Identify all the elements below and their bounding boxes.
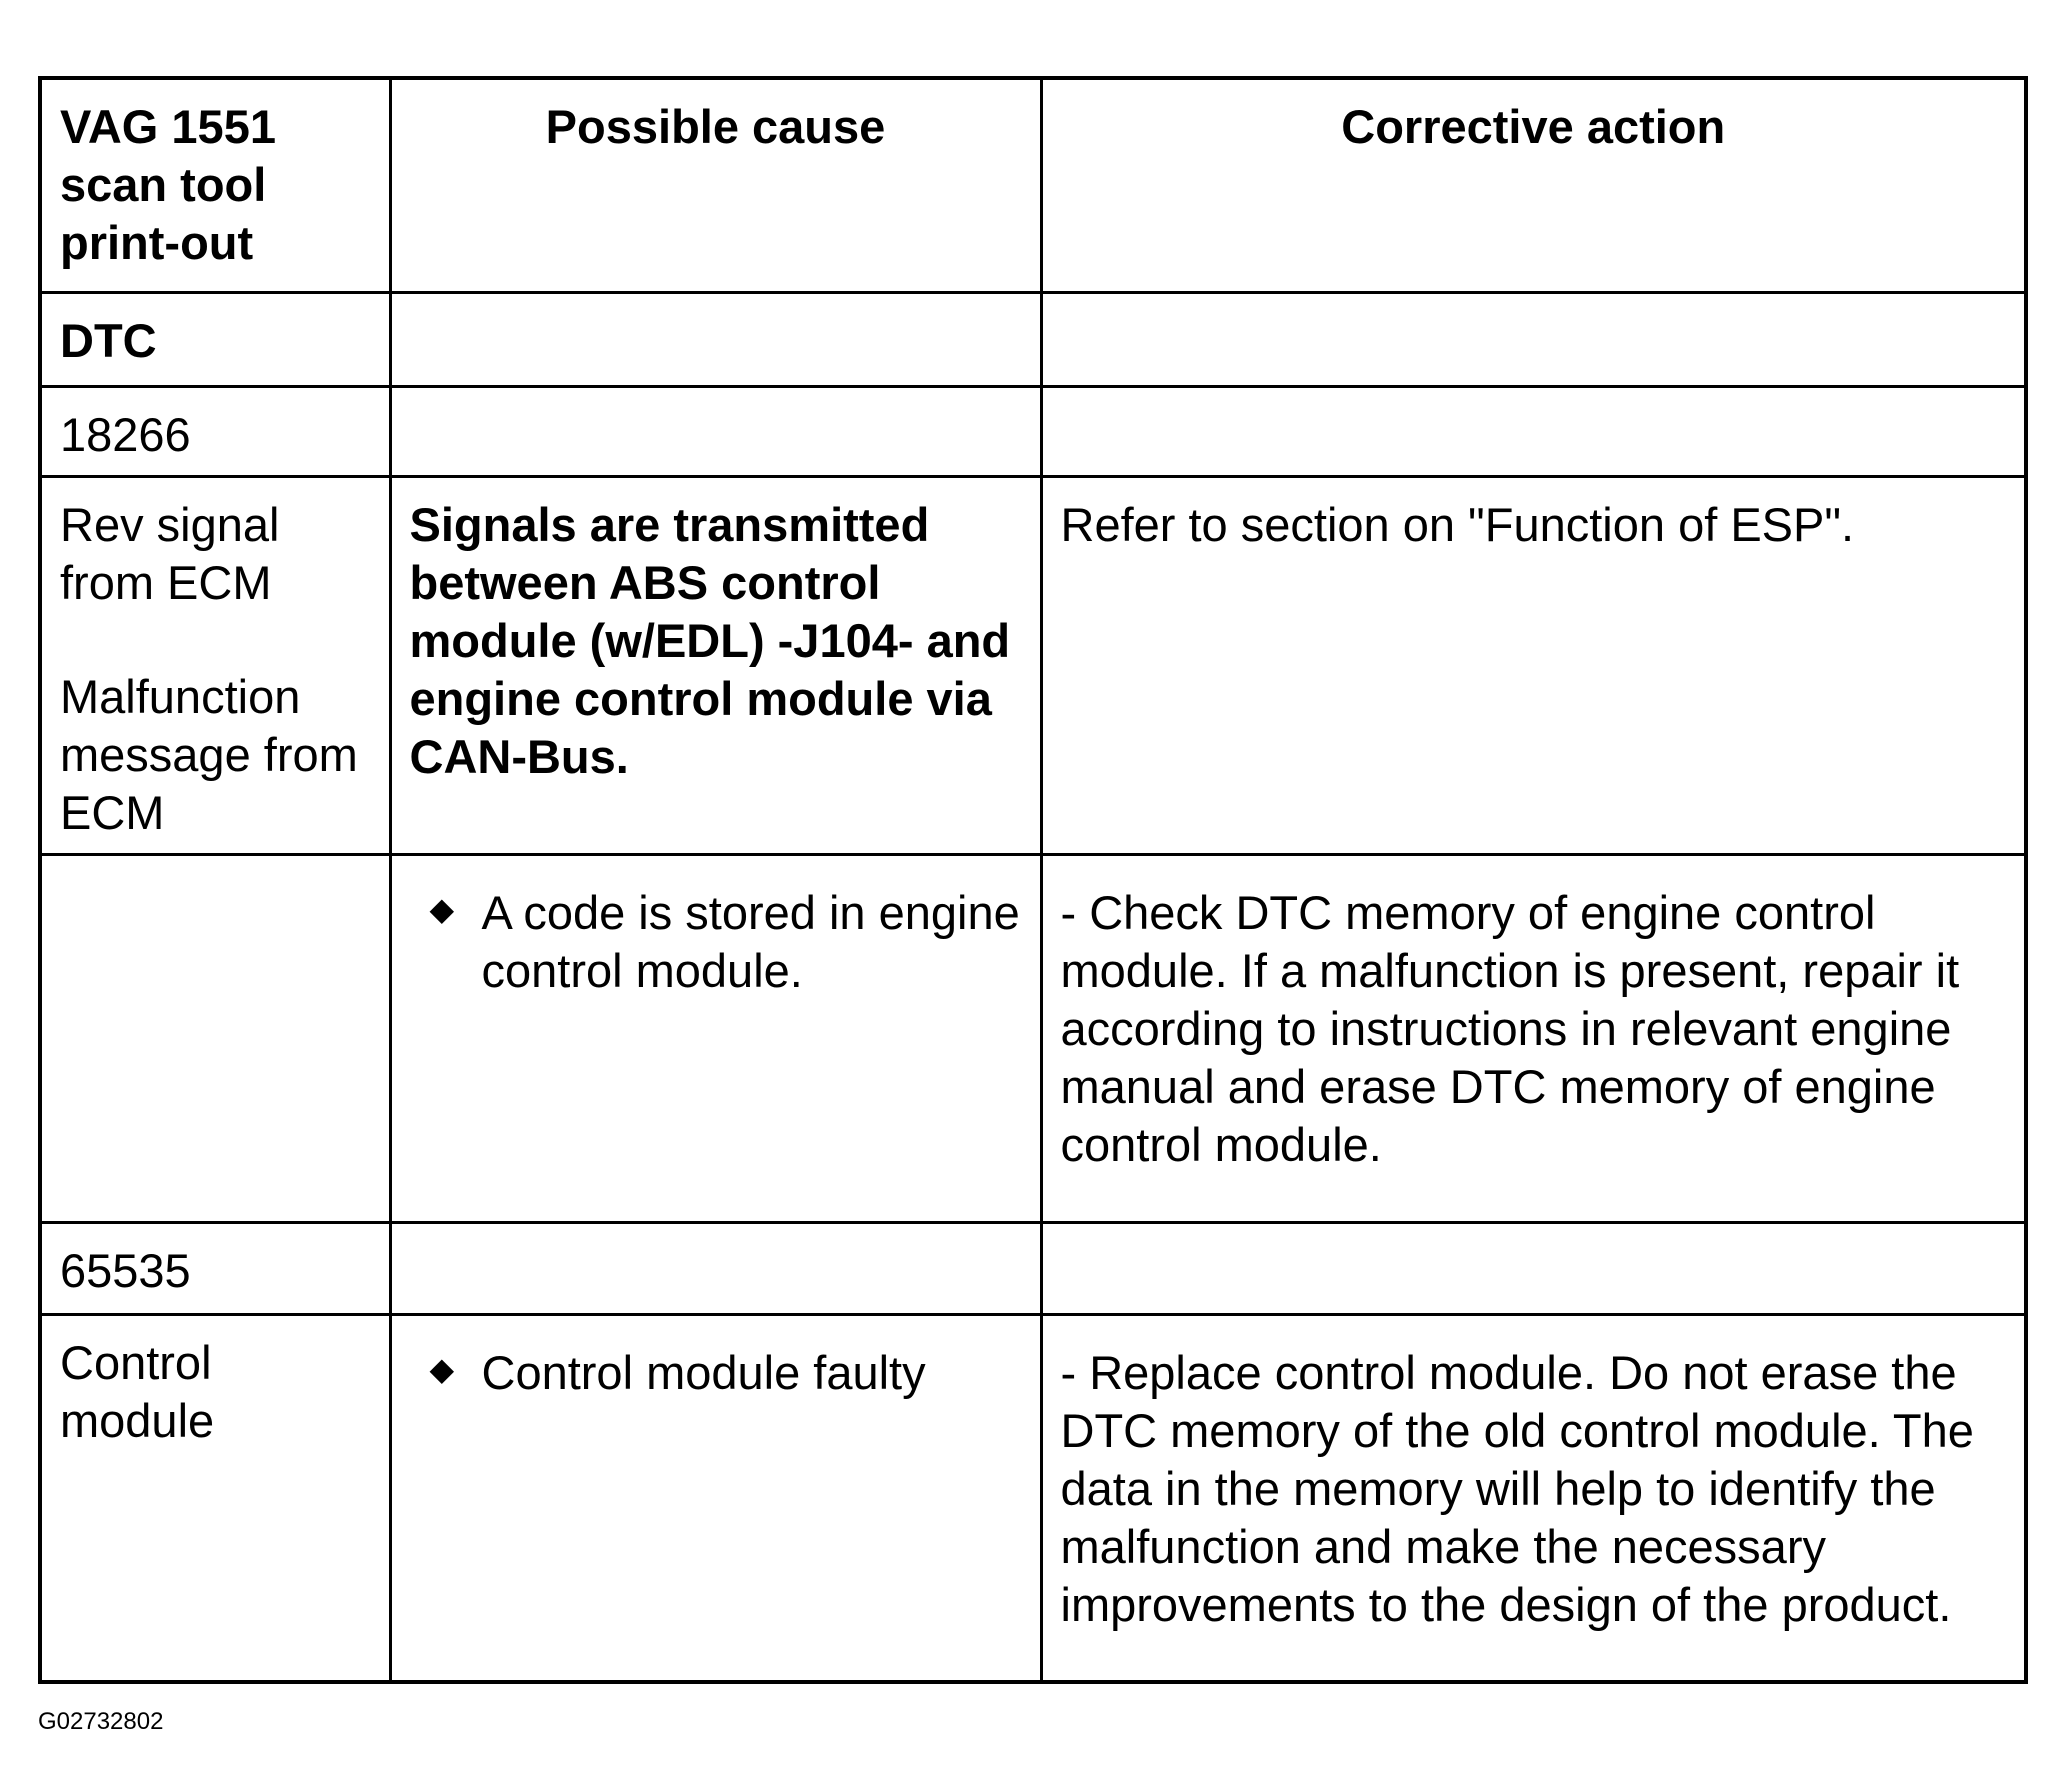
dtc-table [38, 76, 2028, 1684]
header-printout: VAG 1551 scan tool print-out [40, 78, 390, 292]
corrective-action [1041, 1314, 2026, 1682]
empty-cell [1041, 292, 2026, 386]
dtc-label-row [40, 292, 2026, 386]
dtc-code: 65535 [40, 1222, 390, 1314]
table-row [40, 386, 2026, 476]
possible-cause [390, 1314, 1041, 1682]
empty-cell [40, 854, 390, 1222]
header-row [40, 78, 2026, 292]
action-text: - Replace control module. Do not erase the DTC memory of the old control module. The data in the memory will help to identify the malfunction and make the necessary improvements to the design of the product. [1060, 1345, 1974, 1631]
corrective-action [1041, 854, 2026, 1222]
list-item [410, 1344, 1022, 1402]
header-possible-cause: Possible cause [390, 78, 1041, 292]
action-intro: Refer to section on "Function of ESP". [1041, 476, 2026, 854]
empty-cell [1041, 1222, 2026, 1314]
action-text: - Check DTC memory of engine control module. If a malfunction is present, repair it according to instructions in relevant engine manual and erase DTC memory of engine control module. [1060, 885, 1960, 1171]
cause-intro: Signals are transmitted between ABS control module (w/EDL) -J104- and engine control module via CAN-Bus. [390, 476, 1041, 854]
cause-text: Control module faulty [481, 1345, 926, 1399]
table-row [40, 1222, 2026, 1314]
dtc-description-line: Malfunction message from ECM [60, 669, 358, 839]
dtc-code: 18266 [40, 386, 390, 476]
dtc-description: Control module [40, 1314, 390, 1682]
header-corrective-action: Corrective action [1041, 78, 2026, 292]
empty-cell [390, 1222, 1041, 1314]
diamond-bullet-icon: ◆ [429, 890, 455, 927]
empty-cell [390, 386, 1041, 476]
empty-cell [390, 292, 1041, 386]
list-item [410, 884, 1022, 1000]
table-row [40, 1314, 2026, 1682]
dtc-description [40, 476, 390, 854]
dtc-label: DTC [40, 292, 390, 386]
spacer [60, 612, 371, 668]
empty-cell [1041, 386, 2026, 476]
table-row [40, 476, 2026, 854]
cause-text: A code is stored in engine control module. [481, 885, 1020, 997]
dtc-description-line: Rev signal from ECM [60, 497, 280, 609]
diamond-bullet-icon: ◆ [429, 1350, 455, 1387]
figure-id: G02732802 [38, 1708, 164, 1735]
possible-cause [390, 854, 1041, 1222]
table-row [40, 854, 2026, 1222]
